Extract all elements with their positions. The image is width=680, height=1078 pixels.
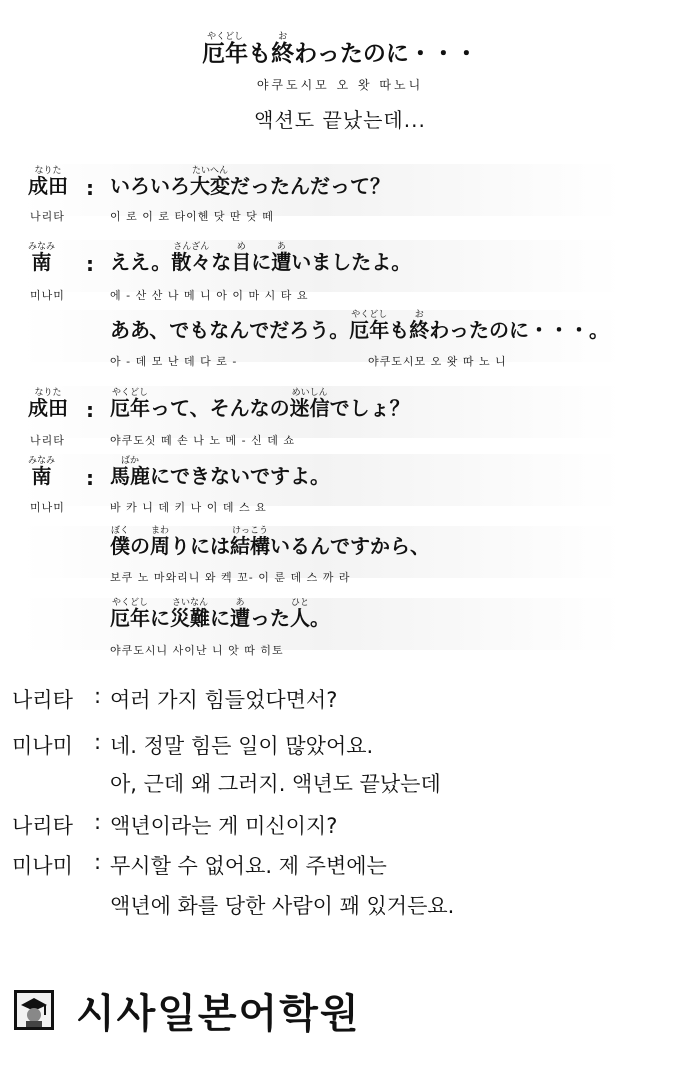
speaker-name: 南みなみ xyxy=(28,242,56,274)
translation-colon: : xyxy=(94,730,102,754)
title-korean-reading: 야쿠도시모 오 왓 따노니 xyxy=(256,78,424,92)
title-ruby-3: 終お xyxy=(271,32,295,67)
translation-text: 여러 가지 힘들었다면서? xyxy=(110,688,338,712)
title-text-4: わったのに・・・ xyxy=(294,41,478,67)
korean-reading: 야쿠도시니 사이난 니 앗 따 히토 xyxy=(110,644,284,657)
japanese-line: 厄年やくどしに災難さいなんに遭あった人ひと。 xyxy=(110,598,330,630)
korean-reading: 아 - 데 모 난 데 다 로 - xyxy=(110,355,238,368)
speaker-reading: 나리타 xyxy=(30,210,65,223)
korean-reading: 이 로 이 로 타이헨 닷 딴 닷 떼 xyxy=(110,210,274,223)
speaker-colon: : xyxy=(86,176,94,200)
korean-reading: 에 - 산 산 나 메 니 아 이 마 시 타 요 xyxy=(110,289,309,302)
translation-speaker: 나리타 xyxy=(12,814,73,838)
translation-speaker: 나리타 xyxy=(12,688,73,712)
speaker-name: 南みなみ xyxy=(28,456,56,488)
translation-speaker: 미나미 xyxy=(12,734,73,758)
japanese-line: 厄年やくどしって、そんなの迷信めいしんでしょ？ xyxy=(110,388,410,420)
speaker-colon: : xyxy=(86,252,94,276)
speaker-name: 成田なりた xyxy=(28,388,68,420)
translation-text: 액년이라는 게 미신이지? xyxy=(110,814,338,838)
speaker-reading: 미나미 xyxy=(30,501,65,514)
graduate-icon xyxy=(14,990,54,1030)
title-text-2: も xyxy=(248,41,272,67)
title-japanese xyxy=(0,32,680,69)
japanese-line: ああ、でもなんでだろう。厄年やくどしも終おわったのに・・・。 xyxy=(110,310,610,342)
korean-reading: 야쿠도싯 떼 손 나 노 메 - 신 데 쇼 xyxy=(110,434,295,447)
translation-text: 아, 근데 왜 그러지. 액년도 끝났는데 xyxy=(110,772,441,796)
japanese-line: いろいろ大変たいへんだったんだって？ xyxy=(110,166,390,198)
japanese-line: 僕ぼくの周まわりには結構けっこういるんですから、 xyxy=(110,526,430,558)
translation-speaker: 미나미 xyxy=(12,854,73,878)
translation-text: 무시할 수 없어요. 제 주변에는 xyxy=(110,854,387,878)
japanese-line: ええ。散々さんざんな目めに遭あいましたよ。 xyxy=(110,242,412,274)
speaker-reading: 나리타 xyxy=(30,434,65,447)
speaker-colon: : xyxy=(86,398,94,422)
translation-colon: : xyxy=(94,684,102,708)
title-ruby-1: 厄年やくどし xyxy=(202,32,249,67)
translation-text: 네. 정말 힘든 일이 많았어요. xyxy=(110,734,374,758)
academy-logo-text: 시사일본어학원 xyxy=(76,991,361,1037)
speaker-colon: : xyxy=(86,466,94,490)
korean-reading: 보쿠 노 마와리니 와 켁 꼬- 이 룬 데 스 까 라 xyxy=(110,571,351,584)
translation-colon: : xyxy=(94,850,102,874)
translation-text: 액년에 화를 당한 사람이 꽤 있거든요. xyxy=(110,894,455,918)
translation-colon: : xyxy=(94,810,102,834)
speaker-reading: 미나미 xyxy=(30,289,65,302)
japanese-line: 馬鹿ばかにできないですよ。 xyxy=(110,456,330,488)
speaker-name: 成田なりた xyxy=(28,166,68,198)
title-korean: 액션도 끝났는데... xyxy=(254,108,426,132)
korean-reading: 바 카 니 데 키 나 이 데 스 요 xyxy=(110,501,267,514)
korean-reading-2: 야쿠도시모 오 왓 따 노 니 xyxy=(368,355,507,368)
